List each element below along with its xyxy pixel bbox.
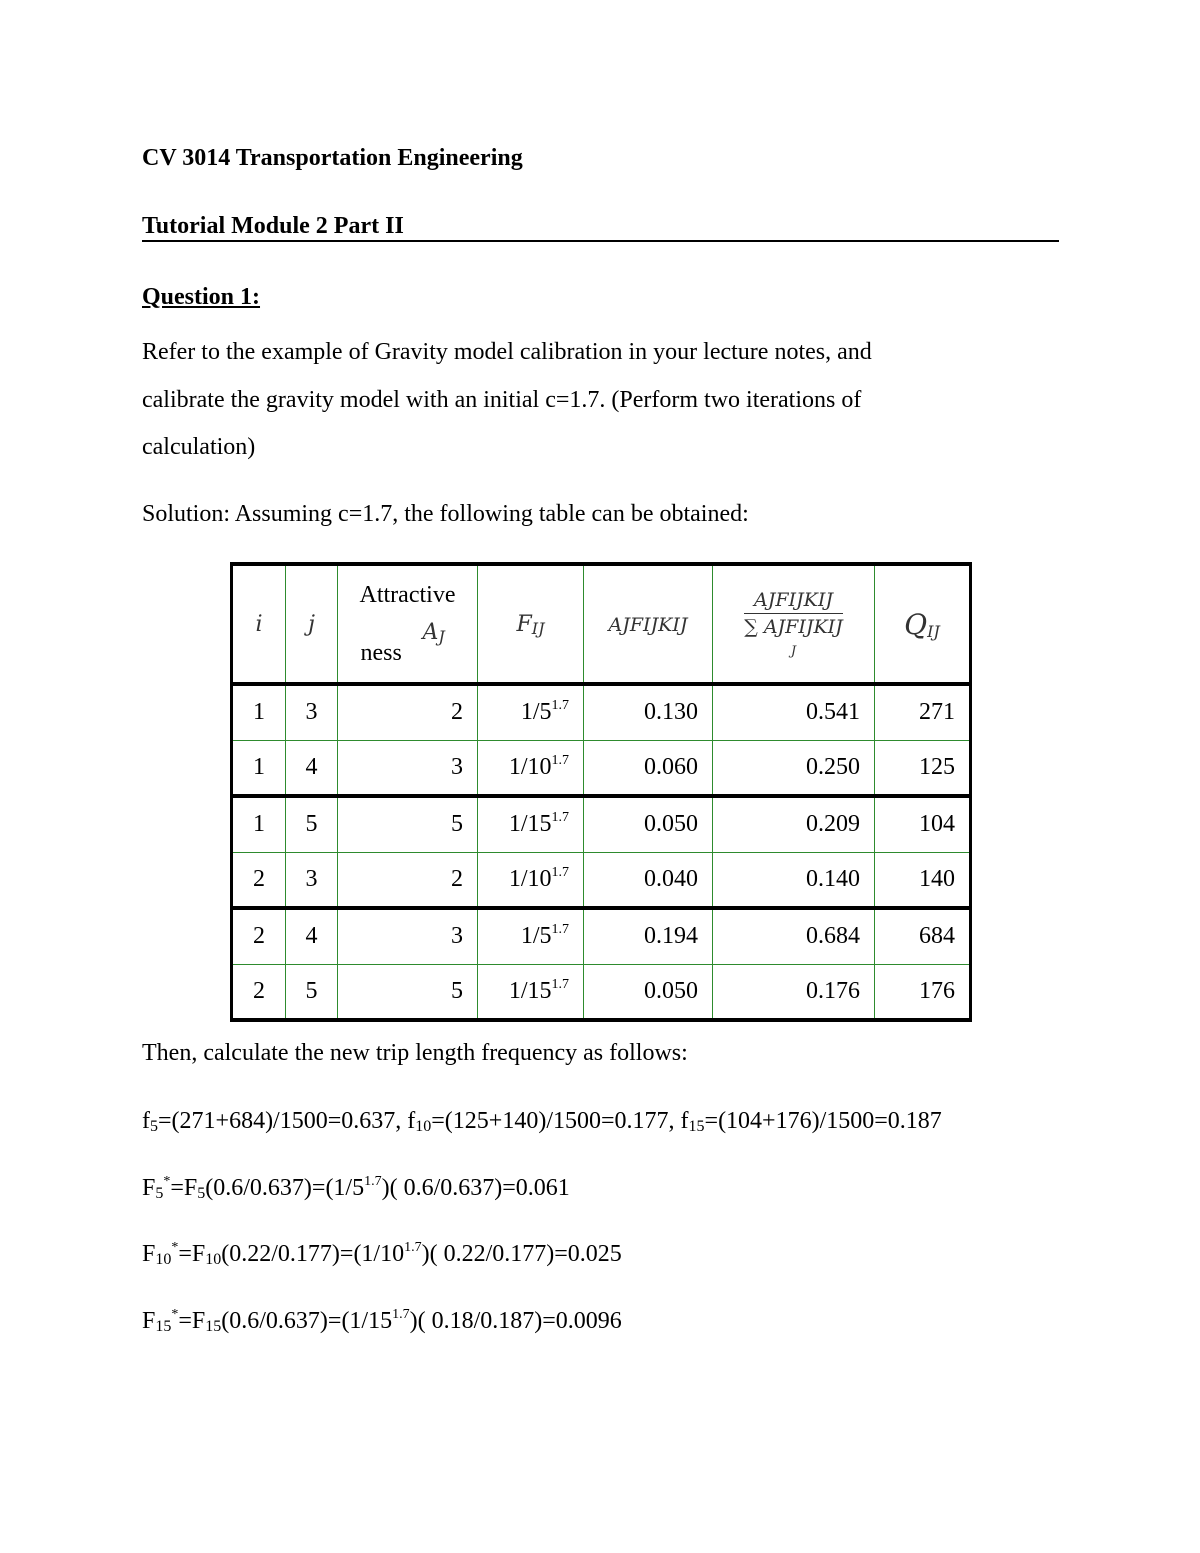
table-row [232, 684, 971, 740]
cell-j: 5 [286, 964, 338, 1020]
question-line-2: calibrate the gravity model with an initial c=1.7. (Perform two iterations of [142, 387, 862, 413]
cell-F: $1/5^{1.7}$ [478, 908, 584, 964]
cell-afk: 0.040 [584, 852, 713, 908]
cell-ratio: 0.140 [713, 852, 875, 908]
solution-intro: Solution: Assuming c=1.7, the following table can be obtained: [142, 501, 749, 527]
cell-i: 1 [232, 684, 286, 740]
table-header-row [232, 564, 971, 684]
cell-attractiveness: 3 [338, 740, 478, 796]
cell-q: 684 [875, 908, 971, 964]
cell-F: $1/15^{1.7}$ [478, 964, 584, 1020]
cell-attractiveness: 3 [338, 908, 478, 964]
cell-afk: 0.050 [584, 964, 713, 1020]
cell-j: 4 [286, 740, 338, 796]
module-title: Tutorial Module 2 Part II [142, 213, 404, 239]
cell-q: 125 [875, 740, 971, 796]
cell-ratio: 0.209 [713, 796, 875, 852]
cell-F: $1/10^{1.7}$ [478, 740, 584, 796]
cell-q: 176 [875, 964, 971, 1020]
cell-afk: 0.130 [584, 684, 713, 740]
question-line-3: calculation) [142, 434, 256, 460]
cell-i: 2 [232, 852, 286, 908]
cell-attractiveness: 2 [338, 852, 478, 908]
cell-j: 3 [286, 684, 338, 740]
equation-F5: $F_5^*=F_5(0.6/0.637)=(1/5^{1.7})$( 0.6/0.637)=0.061 [142, 1174, 570, 1202]
cell-F: $1/10^{1.7}$ [478, 852, 584, 908]
cell-q: 140 [875, 852, 971, 908]
frequency-line: $f_5=(271+684)/1500=0.637$, $f_{10}=(125+140)/1500=0.177$, $f_{15}=(104+176)/1500=0.187$ [142, 1108, 942, 1135]
cell-F: $1/15^{1.7}$ [478, 796, 584, 852]
header-j: j [286, 564, 338, 684]
cell-attractiveness: 5 [338, 796, 478, 852]
cell-i: 1 [232, 740, 286, 796]
cell-j: 3 [286, 852, 338, 908]
cell-i: 2 [232, 908, 286, 964]
header-F: $F_{IJ}$ [478, 564, 584, 684]
cell-j: 4 [286, 908, 338, 964]
cell-attractiveness: 5 [338, 964, 478, 1020]
cell-afk: 0.194 [584, 908, 713, 964]
table-row [232, 852, 971, 908]
header-AFK: AJFIJKIJ [584, 564, 713, 684]
cell-q: 104 [875, 796, 971, 852]
cell-i: 1 [232, 796, 286, 852]
table-row [232, 740, 971, 796]
cell-afk: 0.050 [584, 796, 713, 852]
table-row [232, 908, 971, 964]
cell-j: 5 [286, 796, 338, 852]
cell-ratio: 0.541 [713, 684, 875, 740]
cell-attractiveness: 2 [338, 684, 478, 740]
header-rule [142, 240, 1059, 242]
cell-afk: 0.060 [584, 740, 713, 796]
question-heading: Question 1: [142, 284, 261, 310]
table-row [232, 964, 971, 1020]
cell-i: 2 [232, 964, 286, 1020]
cell-q: 271 [875, 684, 971, 740]
equation-F15: $F_{15}^*=F_{15}(0.6/0.637)=(1/15^{1.7})$( 0.18/0.187)=0.0096 [142, 1307, 622, 1335]
then-text: Then, calculate the new trip length frequency as follows: [142, 1040, 688, 1066]
header-attractiveness-line2: ness [360, 639, 402, 666]
calibration-table [230, 562, 972, 1022]
header-attractiveness-line1: Attractive [359, 581, 456, 608]
cell-ratio: 0.684 [713, 908, 875, 964]
table-row [232, 796, 971, 852]
question-line-1: Refer to the example of Gravity model calibration in your lecture notes, and [142, 339, 872, 365]
course-title: CV 3014 Transportation Engineering [142, 145, 523, 171]
equation-F10: $F_{10}^*=F_{10}(0.22/0.177)=(1/10^{1.7})$( 0.22/0.177)=0.025 [142, 1240, 622, 1268]
cell-F: $1/5^{1.7}$ [478, 684, 584, 740]
header-ratio: AJFIJKIJ ∑ AJFIJKIJ J [713, 564, 875, 684]
cell-ratio: 0.250 [713, 740, 875, 796]
header-Q: $Q_{IJ}$ [875, 564, 971, 684]
header-i: i [232, 564, 286, 684]
cell-ratio: 0.176 [713, 964, 875, 1020]
header-attractiveness: Attractive ness $A_J$ [338, 564, 478, 684]
